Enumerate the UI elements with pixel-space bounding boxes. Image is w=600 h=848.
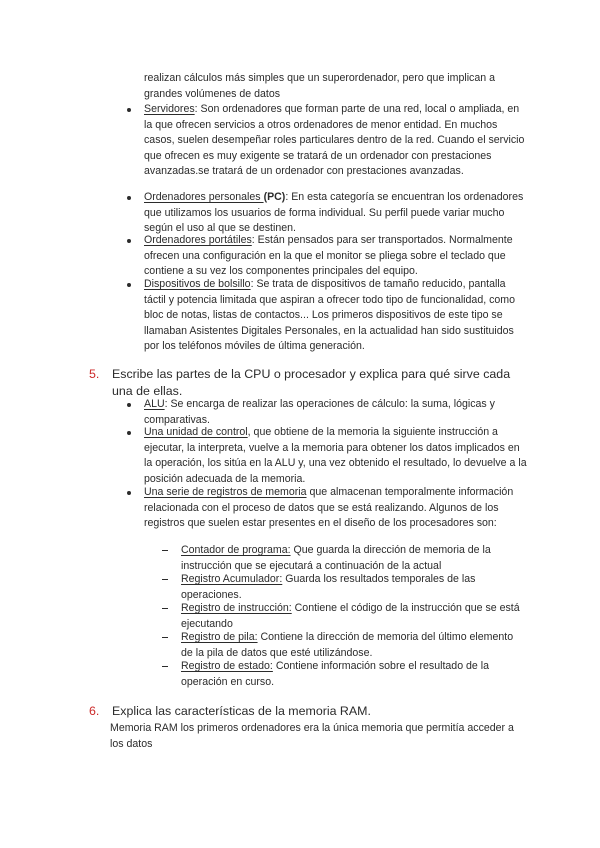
definition-alu: : Se encarga de realizar las operaciones de cálculo: la suma, lógicas y comparativas. — [144, 398, 495, 426]
sublist-item-registro-de-pila — [181, 630, 526, 661]
term-ordenadores-portatiles: Ordenadores portátiles — [144, 234, 252, 246]
term-contador-de-programa: Contador de programa: — [181, 544, 291, 556]
list-item-ordenadores-portatiles — [144, 233, 529, 280]
term-registros-de-memoria: Una serie de registros de memoria — [144, 486, 307, 498]
sublist-item-contador-de-programa — [181, 543, 526, 574]
term-registro-de-estado: Registro de estado: — [181, 660, 273, 672]
list-item-unidad-de-control — [144, 425, 529, 487]
sublist-item-registro-de-instruccion — [181, 601, 526, 632]
term-pc: (PC) — [263, 191, 286, 203]
definition-registro-de-instruccion: Contiene el código de la instrucción que se está ejecutando — [181, 602, 520, 630]
list-item-dispositivos-de-bolsillo — [144, 277, 529, 355]
question-5-number: 5. — [89, 367, 100, 381]
term-registro-acumulador: Registro Acumulador: — [181, 573, 283, 585]
term-unidad-de-control: Una unidad de control — [144, 426, 248, 438]
question-6-number: 6. — [89, 704, 100, 718]
list-item-ordenadores-personales — [144, 190, 529, 237]
definition-ordenadores-portatiles: : Están pensados para ser transportados. Normalmente ofrecen una configuración en la que el monitor se pliega sobre el teclado que contiene a su vez los componentes principales del equipo. — [144, 234, 513, 278]
sublist-item-registro-de-estado — [181, 659, 526, 690]
list-item-alu — [144, 397, 529, 428]
definition-registros-de-memoria: que almacenan temporalmente información relacionada con el proceso de datos que se está realizando. Algunos de los registros que suelen estar presentes en el diseño de los procesadores son: — [144, 486, 514, 530]
term-registro-de-pila: Registro de pila: — [181, 631, 258, 643]
list-item-registros-de-memoria — [144, 485, 529, 532]
definition-registro-acumulador: Guarda los resultados temporales de las operaciones. — [181, 573, 476, 601]
definition-registro-de-pila: Contiene la dirección de memoria del último elemento de la pila de datos que esté utilizándose. — [181, 631, 514, 659]
definition-dispositivos-de-bolsillo: : Se trata de dispositivos de tamaño reducido, pantalla táctil y potencia limitada que aspiran a ofrecer todo tipo de funcionalidad, como bloc de notas, listas de contactos... Los primeros dispositivos de este tipo se llamaban Asistentes Digitales Personales, en la actualidad han sido sustituidos por los teléfonos móviles de última generación. — [144, 278, 516, 353]
definition-unidad-de-control: , que obtiene de la memoria la siguiente instrucción a ejecutar, la interpreta, vuelve a la memoria para obtener los datos implicados en la operación, los sitúa en la ALU y, una vez obtenido el resultado, lo devuelve a la posición adecuada de la memoria. — [144, 426, 527, 485]
definition-servidores: : Son ordenadores que forman parte de una red, local o ampliada, en la que ofrecen servicios a otros ordenadores de menor entidad. En muchos casos, suelen desempeñar roles particulares dentro de la red. Cuando el servicio que ofrecen es muy exigente se tratará de un ordenador con prestaciones avanzadas.se tratará de un ordenador con prestaciones avanzadas. — [144, 103, 525, 178]
term-servidores: Servidores — [144, 103, 195, 115]
term-dispositivos-de-bolsillo: Dispositivos de bolsillo — [144, 278, 251, 290]
term-registro-de-instruccion: Registro de instrucción: — [181, 602, 292, 614]
definition-ordenadores-personales: : En esta categoría se encuentran los ordenadores que utilizamos los usuarios de forma individual. Su perfil puede variar mucho según el uso al que se destinen. — [144, 191, 524, 235]
list-item-servidores — [144, 102, 529, 180]
term-ordenadores-personales: Ordenadores personales — [144, 191, 264, 203]
term-alu: ALU — [144, 398, 165, 410]
sublist-item-registro-acumulador — [181, 572, 526, 603]
question-6-answer: Memoria RAM los primeros ordenadores era la única memoria que permitía acceder a los datos — [110, 722, 514, 750]
definition-registro-de-estado: Contiene información sobre el resultado de la operación en curso. — [181, 660, 489, 688]
continued-paragraph: realizan cálculos más simples que un superordenador, pero que implican a grandes volúmenes de datos — [144, 72, 495, 100]
question-5-text: Escribe las partes de la CPU o procesador y explica para qué sirve cada una de ellas. — [112, 367, 511, 398]
question-6-text: Explica las características de la memoria RAM. — [112, 704, 371, 718]
definition-contador-de-programa: Que guarda la dirección de memoria de la instrucción que se ejecutará a continuación de la actual — [181, 544, 491, 572]
